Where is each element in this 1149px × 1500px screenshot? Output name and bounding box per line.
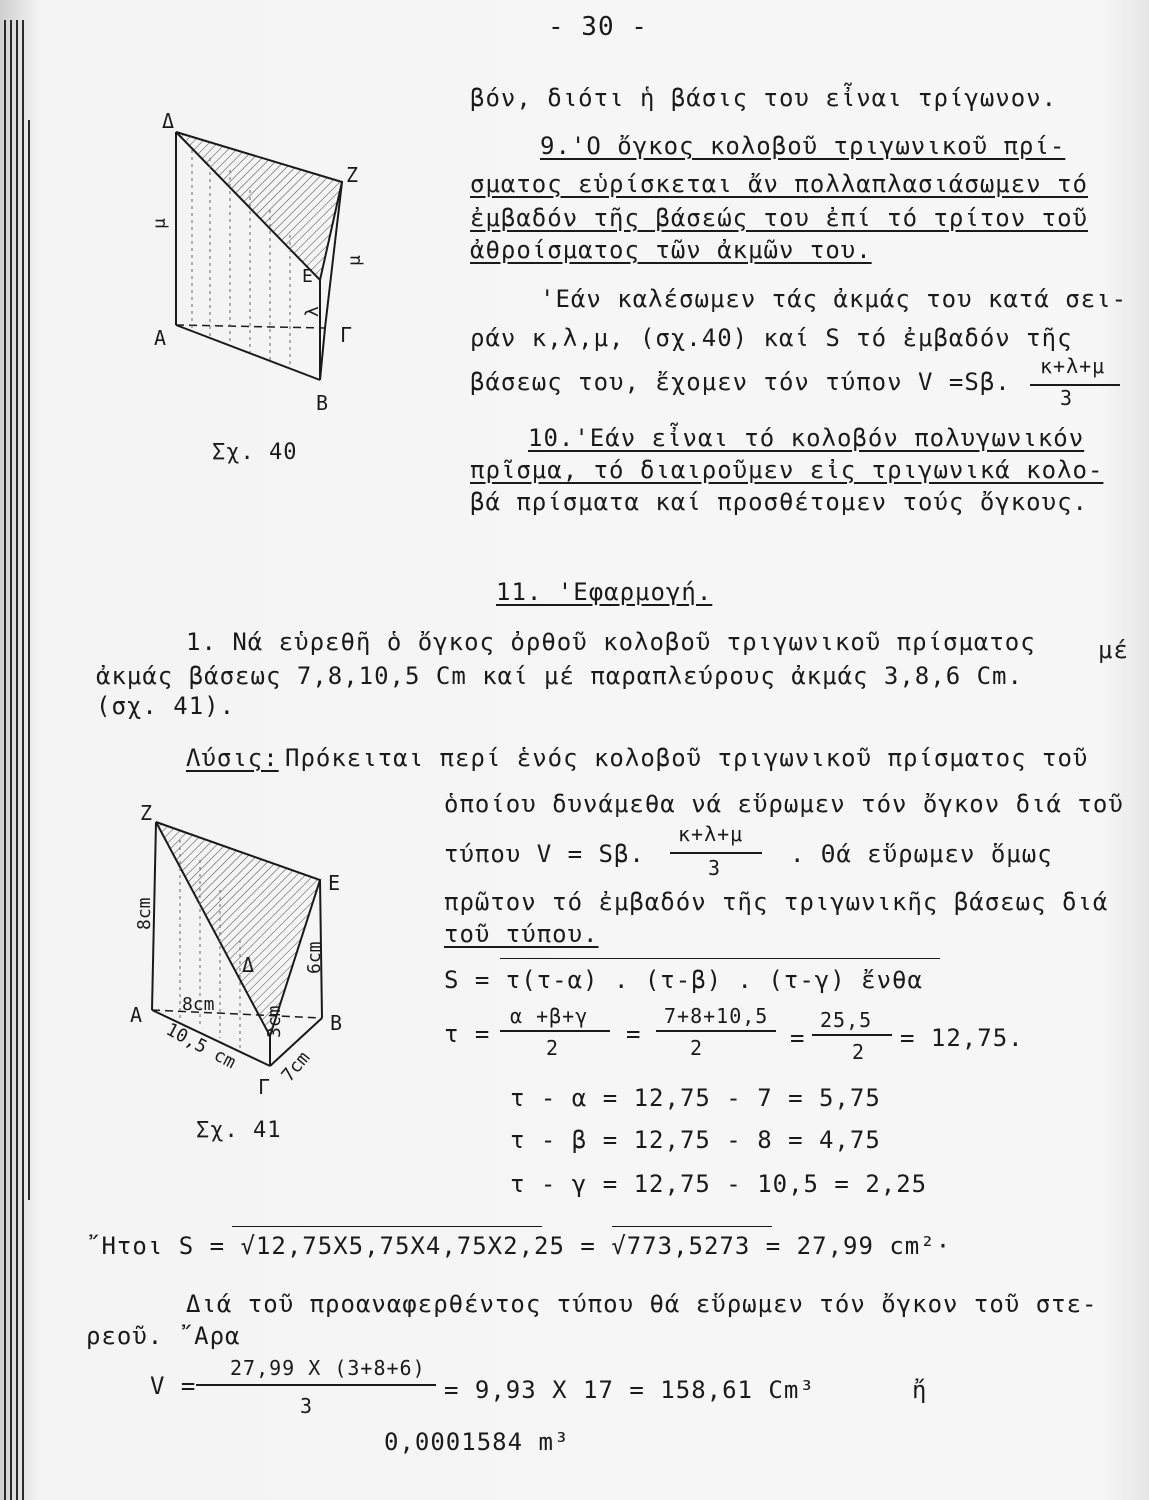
sol-line-1: Πρόκειται περί ἑνός κολοβοῦ τριγωνικοῦ πρίσματος τοῦ <box>285 744 1089 772</box>
fig40-label-gamma: Γ <box>340 323 353 347</box>
tau-f1-num: α +β+γ <box>510 1004 589 1028</box>
p10-line-2: πρῖσμα, τό διαιροῦμεν εἰς τριγωνικά κολο- <box>470 456 1104 484</box>
sol-frac-den: 3 <box>708 856 722 880</box>
p-line-1: 'Εάν καλέσωμεν τάς ἀκμάς του κατά σει- <box>540 285 1128 313</box>
area-line: ῎Ητοι S = √12,75Χ5,75Χ4,75Χ2,25 = √773,5273 = 27,99 cm²· <box>86 1232 952 1260</box>
diff-b: τ - β = 12,75 - 8 = 4,75 <box>510 1126 881 1154</box>
p-line-2: ράν κ,λ,μ, (σχ.40) καί S τό ἐμβαδόν τῆς <box>470 324 1073 352</box>
p10-line-3: βά πρίσματα καί προσθέτομεν τούς ὄγκους. <box>470 488 1088 516</box>
v-m3: 0,0001584 m³ <box>384 1428 570 1456</box>
ex1-line-1: 1. Νά εὑρεθῆ ὁ ὄγκος ὀρθοῦ κολοβοῦ τριγωνικοῦ πρίσματος <box>186 628 1036 656</box>
sqrt-overline-1 <box>500 958 940 959</box>
fig40-label-epsilon: Ε <box>302 266 313 287</box>
sol-line-5: τοῦ τύπου. <box>444 920 599 948</box>
v-lhs: V = <box>150 1372 197 1400</box>
tau-eq1: = <box>626 1020 642 1048</box>
tau-f2-num: 7+8+10,5 <box>664 1004 769 1028</box>
formula-bar <box>1030 384 1120 386</box>
fig40-label-mu-left: μ <box>149 218 170 229</box>
sol-line-3b: . Θά εὕρωμεν ὅμως <box>790 840 1053 868</box>
tau-lhs: τ = <box>444 1020 491 1048</box>
section-heading: 11. 'Εφαρμογή. <box>496 578 713 606</box>
p9-line-3: ἐμβαδόν τῆς βάσεώς του ἐπί τό τρίτον τοῦ <box>470 204 1088 232</box>
v-or: ἤ <box>912 1376 928 1404</box>
tau-result: = 12,75. <box>900 1024 1024 1052</box>
sol-line-3a: τύπου V = Sβ. <box>444 840 645 868</box>
tau-f3-bar <box>812 1034 892 1036</box>
fig40-top-face <box>176 132 342 280</box>
v-den: 3 <box>300 1394 314 1418</box>
fig41-label-delta: Δ <box>242 953 255 977</box>
v-rhs: = 9,93 Χ 17 = 158,61 Cm³ <box>444 1376 815 1404</box>
fig41-label-epsilon: Ε <box>328 871 341 895</box>
fig41-label-e6: 6cm <box>304 941 325 974</box>
sol-frac-bar <box>670 852 762 854</box>
page-number: - 30 - <box>548 12 648 42</box>
fig41-caption: Σχ. 41 <box>196 1118 282 1143</box>
fig41-label-zeta: Ζ <box>140 801 153 825</box>
p-line-3: βάσεως του, ἔχομεν τόν τύπον V =Sβ. <box>470 368 1011 396</box>
fig40-label-beta: Β <box>316 391 329 415</box>
sol-line-4: πρῶτον τό ἐμβαδόν τῆς τριγωνικῆς βάσεως διά <box>444 888 1109 916</box>
sol-line-2: ὁποίου δυνάμεθα νά εὕρωμεν τόν ὄγκον διά τοῦ <box>444 790 1124 818</box>
fig41-label-b7: 7cm <box>277 1047 315 1087</box>
fig40-label-lambda: λ <box>302 306 323 317</box>
tau-f1-bar <box>500 1030 610 1032</box>
s-formula: S = τ(τ-α) . (τ-β) . (τ-γ) ἔνθα <box>444 966 923 994</box>
formula-denominator: 3 <box>1060 386 1074 410</box>
solution-label: Λύσις: <box>186 744 279 772</box>
vol-intro-1: Διά τοῦ προαναφερθέντος τύπου θά εὕρωμεν τόν ὄγκον τοῦ στε- <box>186 1290 1098 1318</box>
sqrt-overline-3 <box>612 1226 772 1227</box>
fig41-label-b105: 10,5 cm <box>162 1019 240 1074</box>
figure-41 <box>100 800 400 1100</box>
tau-eq2: = <box>790 1024 806 1052</box>
fig41-label-e3: 3cm <box>264 1005 285 1038</box>
fig40-caption: Σχ. 40 <box>212 440 298 465</box>
fig41-label-beta: Β <box>330 1011 343 1035</box>
fig40-label-delta: Δ <box>162 110 175 133</box>
fig40-label-alpha: Α <box>154 326 167 350</box>
tau-f3-num: 25,5 <box>820 1008 873 1032</box>
ex1-me: μέ <box>1098 636 1129 664</box>
ex1-line-3: (σχ. 41). <box>96 692 236 720</box>
v-bar <box>196 1384 436 1386</box>
ex1-line-2: ἀκμάς βάσεως 7,8,10,5 Cm καί μέ παραπλεύρους ἀκμάς 3,8,6 Cm. <box>96 662 1023 690</box>
sol-frac-num: κ+λ+μ <box>678 822 744 846</box>
p9-line-4: ἀθροίσματος τῶν ἀκμῶν του. <box>470 236 872 264</box>
sqrt-overline-2 <box>232 1226 542 1227</box>
binding-edge <box>0 0 40 1500</box>
diff-c: τ - γ = 12,75 - 10,5 = 2,25 <box>510 1170 928 1198</box>
p9-line-1: 9.'Ο ὄγκος κολοβοῦ τριγωνικοῦ πρί- <box>540 132 1066 160</box>
formula-numerator: κ+λ+μ <box>1040 354 1106 378</box>
p9-line-2: σματος εὑρίσκεται ἄν πολλαπλασιάσωμεν τό <box>470 170 1088 198</box>
figure-40 <box>140 110 380 450</box>
fig41-label-alpha: Α <box>130 1003 143 1027</box>
fig41-label-gamma: Γ <box>258 1075 271 1099</box>
tau-f1-den: 2 <box>546 1036 560 1060</box>
tau-f3-den: 2 <box>852 1040 866 1064</box>
text-line-1: βόν, διότι ἡ βάσις του εἶναι τρίγωνον. <box>470 84 1058 112</box>
fig40-label-zeta: Ζ <box>346 163 359 187</box>
fig41-label-b8: 8cm <box>182 994 215 1015</box>
vol-intro-2: ρεοῦ. ῎Αρα <box>86 1322 241 1350</box>
tau-f2-den: 2 <box>690 1036 704 1060</box>
v-num: 27,99 Χ (3+8+6) <box>230 1356 426 1380</box>
p10-line-1: 10.'Εάν εἶναι τό κολοβόν πολυγωνικόν <box>528 424 1085 452</box>
fig40-label-mu-right: μ <box>344 255 365 266</box>
fig41-label-e8: 8cm <box>134 897 155 930</box>
tau-f2-bar <box>656 1030 776 1032</box>
fig41-top-face <box>156 822 320 1036</box>
diff-a: τ - α = 12,75 - 7 = 5,75 <box>510 1084 881 1112</box>
